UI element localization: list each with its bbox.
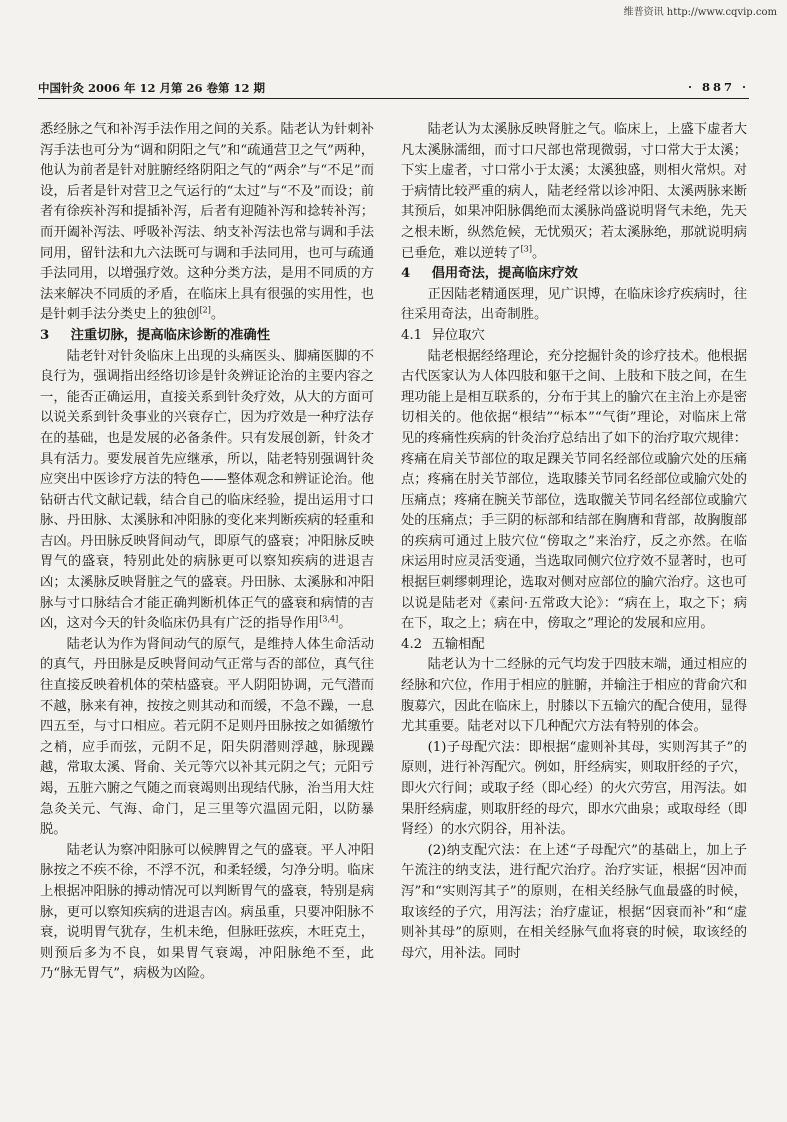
paragraph [40, 347, 374, 635]
paragraph-text: 陆老认为太溪脉反映肾脏之气。临床上，上盛下虚者大凡太溪脉濡细，而寸口尺部也常现微弱，寸口常大于太溪；下实上虚者，寸口常小于太溪；太溪独盛，则相火常炽。对于病情比较严重的病人，陆老经常以诊冲阳、太溪两脉来断其预后，如果冲阳脉偶绝而太溪脉尚盛说明肾气未绝，先天之根未断，纵然危候，无忧殒灭；若太溪脉绝，那就说明病已垂危，难以逆转了 [401, 122, 747, 261]
paragraph-text: 悉经脉之气和补泻手法作用之间的关系。陆老认为针刺补泻手法也可分为“调和阴阳之气”和“疏通营卫之气”两种，他认为前者是针对脏腑经络阴阳之气的“两余”与“不足”而设，后者是针对营卫之气运行的“太过”与“不及”而设；前者有徐疾补泻和提插补泻，后者有迎随补泻和捻转补泻；而开阖补泻法、呼吸补泻法、纳支补泻法也常与调和手法同用，留针法和九六法既可与调和手法同用，也可与疏通手法同用，以增强疗效。这种分类方法，是用不同质的方法来解决不同质的矛盾，在临床上具有很强的实用性，也是针刺手法分类史上的独创 [40, 122, 374, 323]
paragraph: (1)子母配穴法：即根据“虚则补其母，实则泻其子”的原则，进行补泻配穴。例如，肝经病实，则取肝经的子穴，即火穴行间；或取子经（即心经）的火穴劳宫，用泻法。如果肝经病虚，则取肝经的母穴，即水穴曲泉；或取母经（即肾经）的水穴阴谷，用补法。 [401, 739, 747, 838]
section-number: 3 [40, 327, 50, 343]
paragraph: 陆老认为察冲阳脉可以候脾胃之气的盛衰。平人冲阳脉按之不疾不徐，不浮不沉，和柔轻缓，匀净分明。临床上根据冲阳脉的搏动情况可以判断胃气的盛衰，特别是病脉，更可以察知疾病的进退吉凶。病虽重，只要冲阳脉不衰，说明胃气犹存，生机未绝，但脉旺弦疾，木旺克土，则预后多为不良，如果胃气衰竭，冲阳脉绝不至，此乃“脉无胃气”，病极为凶险。 [40, 842, 374, 982]
section-heading-3 [40, 326, 374, 347]
journal-title: 中国针灸 2006 年 12 月第 26 卷第 12 期 [38, 81, 266, 95]
paragraph [40, 120, 374, 326]
subsection-number: 4.2 [401, 636, 423, 652]
paragraph: 正因陆老精通医理，见广识博，在临床诊疗疾病时，往往采用奇法，出奇制胜。 [401, 286, 747, 323]
paragraph-end: 。 [532, 245, 546, 261]
right-column [401, 120, 747, 964]
paragraph-end: 。 [210, 307, 225, 323]
left-column [40, 120, 374, 985]
watermark: 维普资讯 http://www.cqvip.com [623, 7, 777, 18]
section-title: 倡用奇法，提高临床疗效 [431, 266, 578, 282]
subsection-heading-4-1 [401, 326, 747, 347]
citation: [3,4] [319, 614, 339, 624]
paragraph-end: 。 [338, 616, 352, 632]
paragraph: 陆老根据经络理论，充分挖掘针灸的诊疗技术。他根据古代医家认为人体四肢和躯干之间、上肢和下肢之间，在生理功能上是相互联系的，分布于其上的腧穴在主治上亦是密切相关的。他依据“根结”“标本”“气街”理论，对临床上常见的疼痛性疾病的针灸治疗总结出了如下的治疗取穴规律：疼痛在肩关节部位的取足踝关节同名经部位或腧穴处的压痛点；疼痛在肘关节部位，选取膝关节同名经部位或腧穴处的压痛点；疼痛在腕关节部位，选取髋关节同名经部位或腧穴处的压痛点；手三阴的标部和结部在胸膺和背部，故胸腹部的疾病可通过上肢穴位“傍取之”来治疗，反之亦然。在临床运用时应灵活变通，当选取同侧穴位疗效不显著时，也可根据巨刺缪刺理论，选取对侧对应部位的腧穴治疗。这也可以说是陆老对《素问·五常政大论》：“病在上，取之下；病在下，取之上；病在中，傍取之”理论的发展和应用。 [401, 348, 747, 632]
subsection-heading-4-2 [401, 635, 747, 656]
header-rule [38, 98, 749, 99]
section-heading-4 [401, 264, 747, 285]
page-number: · 887 · [687, 80, 749, 94]
subsection-title: 五输相配 [431, 636, 485, 652]
paragraph: 陆老认为作为肾间动气的原气，是维持人体生命活动的真气，丹田脉是反映肾间动气正常与否的部位，真气往往直接反映着机体的荣枯盛衰。平人阴阳协调，元气潜而不越，脉来有神，按按之则其动和而缓，不急不躁，一息四五至，与寸口相应。若元阴不足则丹田脉按之如循缴竹之梢，应手而弦，元阴不足，阳失阴潜则浮越，脉现躁越，常取太溪、肾俞、关元等穴以补其元阴之气；元阳亏竭，五脏六腑之气随之而衰竭则出现结代脉，治当用大炷急灸关元、气海、命门，足三里等穴温固元阳，以防暴脱。 [40, 636, 374, 838]
paragraph-text: 陆老针对针灸临床上出现的头痛医头、脚痛医脚的不良行为，强调指出经络切诊是针灸辨证论治的主要内容之一，能否正确运用，直接关系到针灸疗效，从大的方面可以说关系到针灸事业的兴衰存亡，因为疗效是一种疗法存在的基础，也是发展的必备条件。只有发展创新，针灸才具有活力。要发展首先应继承，所以，陆老特别强调针灸应突出中医诊疗方法的特色——整体观念和辨证论治。他钻研古代文献记载，结合自己的临床经验，提出运用寸口脉、丹田脉、太溪脉和冲阳脉的变化来判断疾病的轻重和吉凶。丹田脉反映肾间动气，即原气的盛衰；冲阳脉反映胃气的盛衰，特别此处的病脉更可以察知疾病的进退吉凶；太溪脉反映肾脏之气的盛衰。丹田脉、太溪脉和冲阳脉与寸口脉结合才能正确判断机体正气的盛衰和病情的吉凶，这对今天的针灸临床仍具有广泛的指导作用 [40, 348, 374, 632]
subsection-number: 4.1 [401, 327, 423, 343]
paragraph: (2)纳支配穴法：在上述“子母配穴”的基础上，加上子午流注的纳支法，进行配穴治疗。治疗实证，根据“因冲而泻”和“实则泻其子”的原则，在相关经脉气血最盛的时候，取该经的子穴，用泻法；治疗虚证，根据“因衰而补”和“虚则补其母”的原则，在相关经脉气血将衰的时候，取该经的母穴，用补法。同时 [401, 842, 747, 961]
section-number: 4 [401, 266, 411, 282]
subsection-title: 异位取穴 [431, 327, 485, 343]
citation: [3] [520, 244, 533, 254]
page-header [38, 80, 749, 96]
citation: [2] [199, 305, 211, 315]
section-title: 注重切脉，提高临床诊断的准确性 [70, 327, 271, 343]
paragraph: 陆老认为十二经脉的元气均发于四肢末端，通过相应的经脉和穴位，作用于相应的脏腑，并输注于相应的背俞穴和腹募穴，因此在临床上，肘膝以下五输穴的配合使用，显得尤其重要。陆老对以下几种配穴方法有特别的体会。 [401, 657, 747, 735]
paragraph [401, 120, 747, 264]
